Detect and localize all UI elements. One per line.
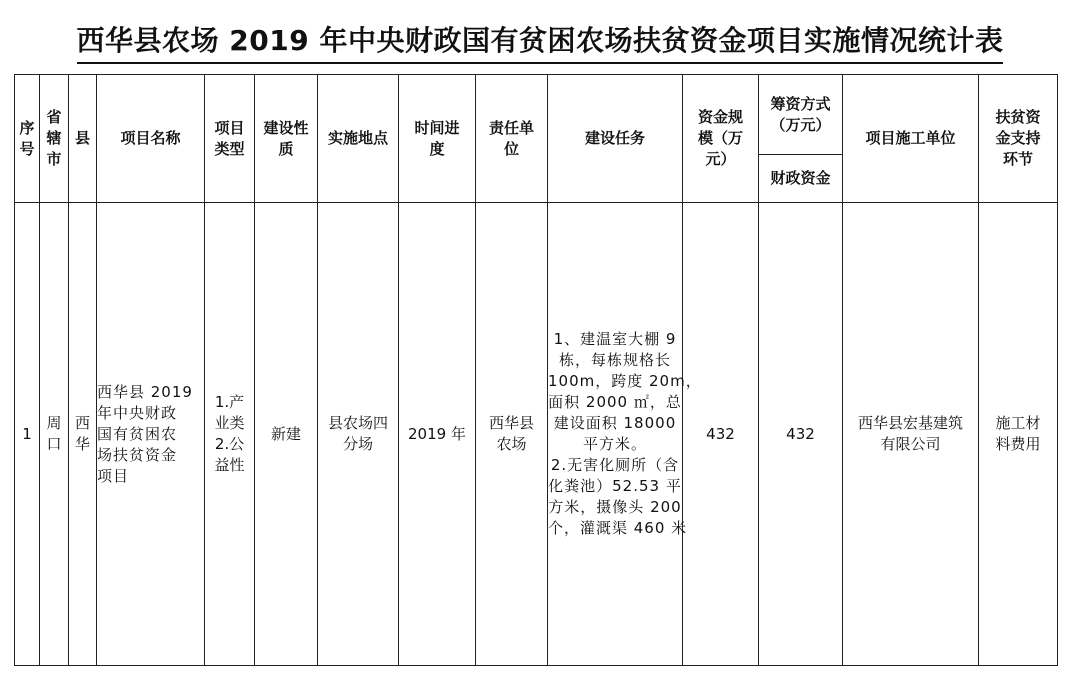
task-line: 面积 2000 ㎡，总 [548,393,682,411]
statistics-table [14,74,1058,666]
cell-support-stage: 施工材 料费用 [979,203,1058,666]
title-area [40,14,1040,70]
header-support-stage: 扶贫资 金支持 环节 [979,75,1058,203]
cell-fund-scale: 432 [683,203,759,666]
cell-location: 县农场四 分场 [318,203,399,666]
header-funding-method: 筹资方式 （万元） [759,75,843,155]
table-row [15,203,1058,666]
task-line: 建设面积 18000 [553,414,677,432]
task-line: 化粪池）52.53 平 [548,477,682,495]
header-responsible: 责任单 位 [476,75,548,203]
task-line: 平方米。 [582,435,647,453]
task-line: 1、建温室大棚 9 [553,330,677,348]
header-fiscal-funds: 财政资金 [759,155,843,203]
header-fund-scale: 资金规 模（万 元） [683,75,759,203]
cell-progress: 2019 年 [399,203,476,666]
header-project-name: 项目名称 [97,75,205,203]
cell-fiscal-funds: 432 [759,203,843,666]
task-line: 栋，每栋规格长 [558,351,671,369]
header-construction-nature: 建设性 质 [255,75,318,203]
cell-province: 周 口 [40,203,69,666]
header-county: 县 [69,75,97,203]
task-line: 100m，跨度 20m， [548,372,702,390]
header-progress: 时间进 度 [399,75,476,203]
header-row [15,75,1058,155]
header-task: 建设任务 [548,75,683,203]
task-line: 2.无害化厕所（含 [550,456,680,474]
page-title: 西华县农场 2019 年中央财政国有贫困农场扶贫资金项目实施情况统计表 [77,22,1004,64]
cell-seq: 1 [15,203,40,666]
header-contractor: 项目施工单位 [843,75,979,203]
cell-project-name: 西华县 2019 年中央财政 国有贫困农 场扶贫资金 项目 [97,203,205,666]
header-province: 省 辖 市 [40,75,69,203]
cell-contractor: 西华县宏基建筑 有限公司 [843,203,979,666]
cell-construction-nature: 新建 [255,203,318,666]
task-line: 方米，摄像头 200 [548,498,682,516]
cell-county: 西 华 [69,203,97,666]
cell-construction-task [548,203,702,666]
header-seq: 序 号 [15,75,40,203]
cell-responsible: 西华县 农场 [476,203,548,666]
header-project-type: 项目 类型 [205,75,255,203]
task-line: 个，灌溉渠 460 米 [548,519,688,537]
cell-project-type: 1.产 业类 2.公 益性 [205,203,255,666]
header-location: 实施地点 [318,75,399,203]
